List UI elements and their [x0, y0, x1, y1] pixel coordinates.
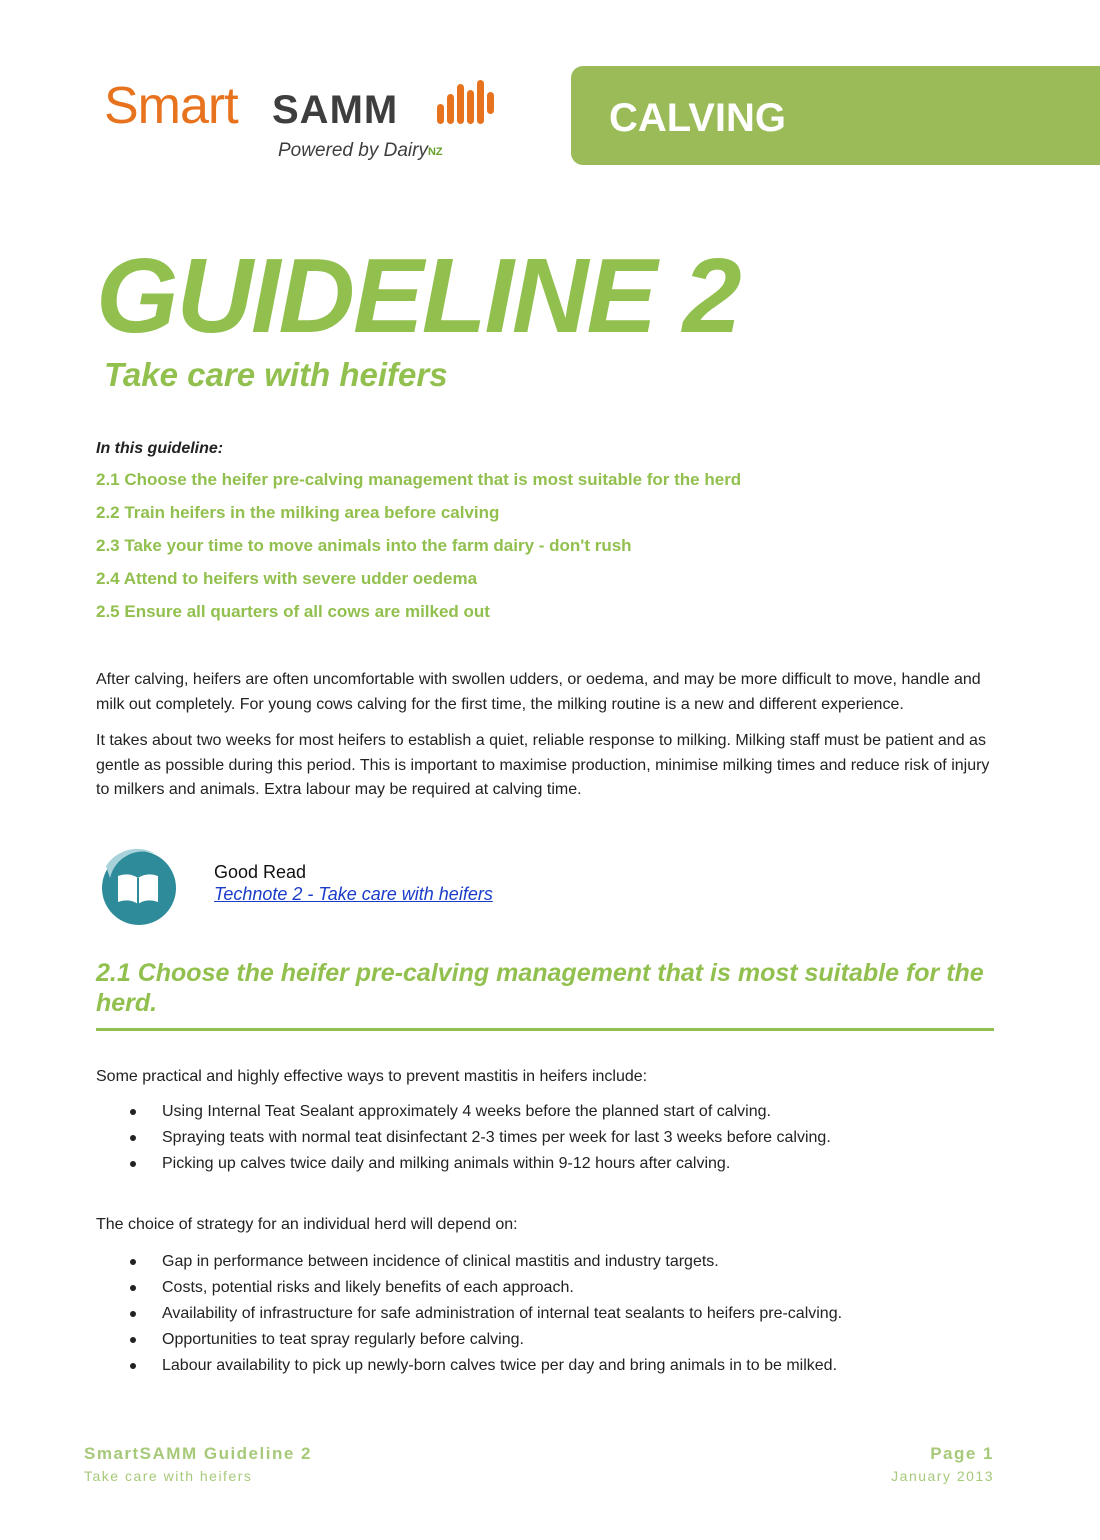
logo-smart-text: Smart: [104, 77, 238, 135]
list-item: Spraying teats with normal teat disinfectant 2-3 times per week for last 3 weeks before calving.: [128, 1126, 1008, 1152]
intro-text: [96, 668, 996, 815]
contents-heading: In this guideline:: [96, 440, 224, 457]
guideline-subtitle: Take care with heifers: [104, 356, 448, 393]
list-item: Availability of infrastructure for safe administration of internal teat sealants to heifers pre-calving.: [128, 1302, 1008, 1328]
strategy-list: [128, 1250, 1008, 1380]
logo-powered-by: Powered by DairyNZ: [278, 140, 443, 161]
technote-link[interactable]: Technote 2 - Take care with heifers: [214, 884, 493, 904]
list-item: Picking up calves twice daily and milking animals within 9-12 hours after calving.: [128, 1152, 1008, 1178]
logo-samm-text: SAMM: [272, 88, 399, 132]
guideline-title: GUIDELINE 2: [96, 237, 740, 355]
good-read-title: Good Read: [214, 862, 307, 882]
section-banner: [571, 66, 1100, 165]
list-item: Costs, potential risks and likely benefits of each approach.: [128, 1276, 1008, 1302]
book-icon: [96, 848, 178, 928]
guideline-contents: [96, 440, 1016, 635]
intro-paragraph: It takes about two weeks for most heifers to establish a quiet, reliable response to milking. Milking staff must be patient and as gentle as possible during this period. This is important to maximise production, minimise milking times and reduce risk of injury to milkers and animals. Extra labour may be required at calving time.: [96, 732, 990, 798]
list-item: Opportunities to teat spray regularly before calving.: [128, 1328, 1008, 1354]
prevention-list: [128, 1100, 1008, 1178]
contents-item-2-1[interactable]: 2.1 Choose the heifer pre-calving management that is most suitable for the herd: [96, 470, 742, 489]
footer-subtitle: Take care with heifers: [84, 1468, 253, 1484]
footer-right: [891, 1444, 994, 1484]
banner-label: CALVING: [609, 96, 787, 140]
intro-paragraph: After calving, heifers are often uncomfortable with swollen udders, or oedema, and may be more difficult to move, handle and milk out completely. For young cows calving for the first time, the milking routine is a new and different experience.: [96, 671, 981, 713]
list-item: Labour availability to pick up newly-born calves twice per day and bring animals in to be milked.: [128, 1354, 1008, 1380]
list-item: Gap in performance between incidence of clinical mastitis and industry targets.: [128, 1250, 1008, 1276]
logo-nz-mark: NZ: [427, 146, 443, 158]
page-number: Page 1: [930, 1444, 994, 1463]
logo-bars-icon: [437, 80, 495, 124]
list-item: Using Internal Teat Sealant approximately 4 weeks before the planned start of calving.: [128, 1100, 1008, 1126]
footer-title: SmartSAMM Guideline 2: [84, 1444, 312, 1463]
footer-date: January 2013: [891, 1468, 994, 1484]
strategy-intro: The choice of strategy for an individual herd will depend on:: [96, 1216, 518, 1233]
contents-item-2-2[interactable]: 2.2 Train heifers in the milking area before calving: [96, 503, 500, 522]
section-heading-2-1: 2.1 Choose the heifer pre-calving management that is most suitable for the herd.: [96, 958, 994, 1031]
contents-item-2-3[interactable]: 2.3 Take your time to move animals into the farm dairy - don't rush: [96, 536, 632, 555]
contents-item-2-5[interactable]: 2.5 Ensure all quarters of all cows are milked out: [96, 602, 490, 621]
section-intro: Some practical and highly effective ways to prevent mastitis in heifers include:: [96, 1068, 648, 1085]
smartsamm-logo: [104, 74, 504, 174]
contents-item-2-4[interactable]: 2.4 Attend to heifers with severe udder oedema: [96, 569, 478, 588]
good-read-callout: [96, 848, 696, 928]
footer-left: [84, 1444, 312, 1484]
